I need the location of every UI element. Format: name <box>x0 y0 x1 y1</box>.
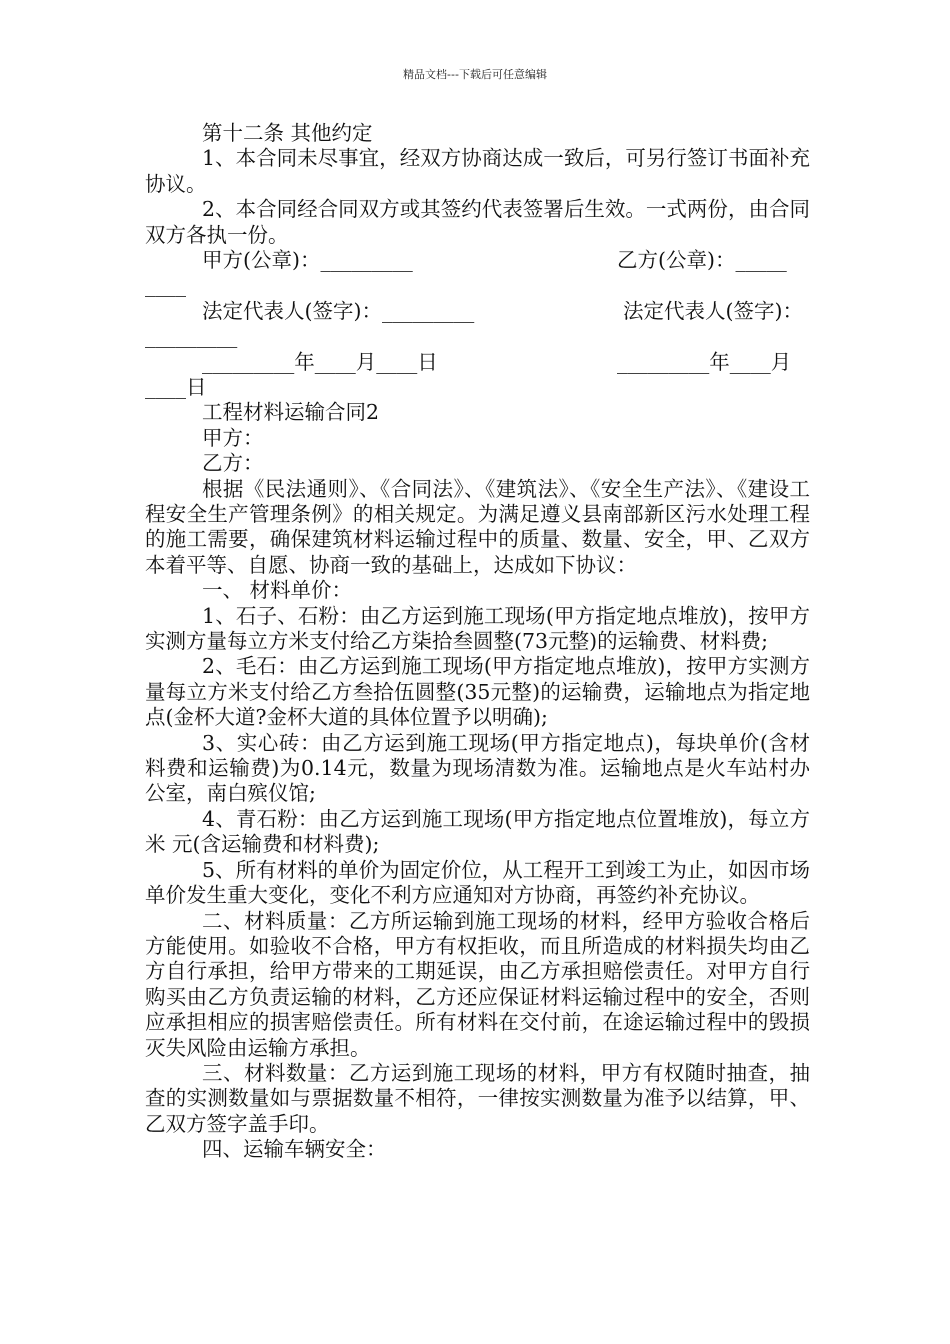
party-b-seal-continued: ____ <box>145 273 186 298</box>
article-12-heading: 第十二条 其他约定 <box>202 121 373 145</box>
section-1-item-1: 1、石子、石粉：由乙方运到施工现场(甲方指定地点堆放)，按甲方实测方量每立方米支付给乙方柒拾叁圆整(73元整)的运输费、材料费; <box>145 603 810 654</box>
section-1-item-2: 2、毛石：由乙方运到施工现场(甲方指定地点堆放)，按甲方实测方量每立方米支付给乙方叁拾伍圆整(35元整)的运输费，运输地点为指定地点(金杯大道?金杯大道的具体位置予以明确); <box>145 654 810 730</box>
party-a-label: 甲方： <box>202 425 264 450</box>
preamble: 根据《民法通则》、《合同法》、《建筑法》、《安全生产法》、《建设工程安全生产管理条例》的相关规定。为满足遵义县南部新区污水处理工程的施工需要，确保建筑材料运输过程中的质量、数量、安全，甲、乙双方本着平等、自愿、协商一致的基础上，达成如下协议： <box>145 476 810 577</box>
article-12-item-2: 2、本合同经合同双方或其签约代表签署后生效。一式两份，由合同双方各执一份。 <box>145 197 810 247</box>
contract-2-title: 工程材料运输合同2 <box>202 400 380 425</box>
party-b-label: 乙方： <box>202 451 264 476</box>
section-1-item-5: 5、所有材料的单价为固定价位，从工程开工到竣工为止，如因市场单价发生重大变化，变化不利方应通知对方协商，再签约补充协议。 <box>145 857 810 908</box>
seal-row <box>145 248 810 273</box>
party-b-date-continued: ____日 <box>145 374 207 399</box>
section-3-material-quantity: 三、材料数量：乙方运到施工现场的材料，甲方有权随时抽查，抽查的实测数量如与票据数量不相符，一律按实测数量为准予以结算，甲、乙双方签字盖手印。 <box>145 1060 810 1136</box>
section-4-title: 四、运输车辆安全： <box>202 1137 387 1162</box>
representative-row <box>145 299 810 324</box>
party-a-representative: 法定代表人(签字)：_________ <box>202 298 475 323</box>
party-b-seal: 乙方(公章)：_____ <box>617 248 787 273</box>
document-body <box>145 121 810 1163</box>
date-row <box>145 350 810 375</box>
section-1-item-3: 3、实心砖：由乙方运到施工现场(甲方指定地点)，每块单价(含材料费和运输费)为0.14元，数量为现场清数为准。运输地点是火车站村办公室，南白殡仪馆; <box>145 730 810 806</box>
section-2-material-quality: 二、材料质量：乙方所运输到施工现场的材料，经甲方验收合格后方能使用。如验收不合格，甲方有权拒收，而且所造成的材料损失均由乙方自行承担，给甲方带来的工期延误，由乙方承担赔偿责任。对甲方自行购买由乙方负责运输的材料，乙方还应保证材料运输过程中的安全，否则应承担相应的损害赔偿责任。所有材料在交付前，在途运输过程中的毁损灭失风险由运输方承担。 <box>145 908 810 1060</box>
party-a-seal: 甲方(公章)：_________ <box>202 248 413 273</box>
article-12-item-1: 1、本合同未尽事宜，经双方协商达成一致后，可另行签订书面补充协议。 <box>145 146 810 196</box>
party-b-representative: 法定代表人(签字)： <box>623 298 803 323</box>
page-header: 精品文档---下载后可任意编辑 <box>403 68 547 81</box>
party-a-date: _________年____月____日 <box>202 349 438 374</box>
party-b-date: _________年____月 <box>617 349 792 374</box>
section-1-title: 一、 材料单价： <box>202 578 353 603</box>
section-1-item-4: 4、青石粉：由乙方运到施工现场(甲方指定地点位置堆放)，每立方米 元(含运输费和材料费); <box>145 806 810 857</box>
party-b-representative-continued: _________ <box>145 324 238 349</box>
